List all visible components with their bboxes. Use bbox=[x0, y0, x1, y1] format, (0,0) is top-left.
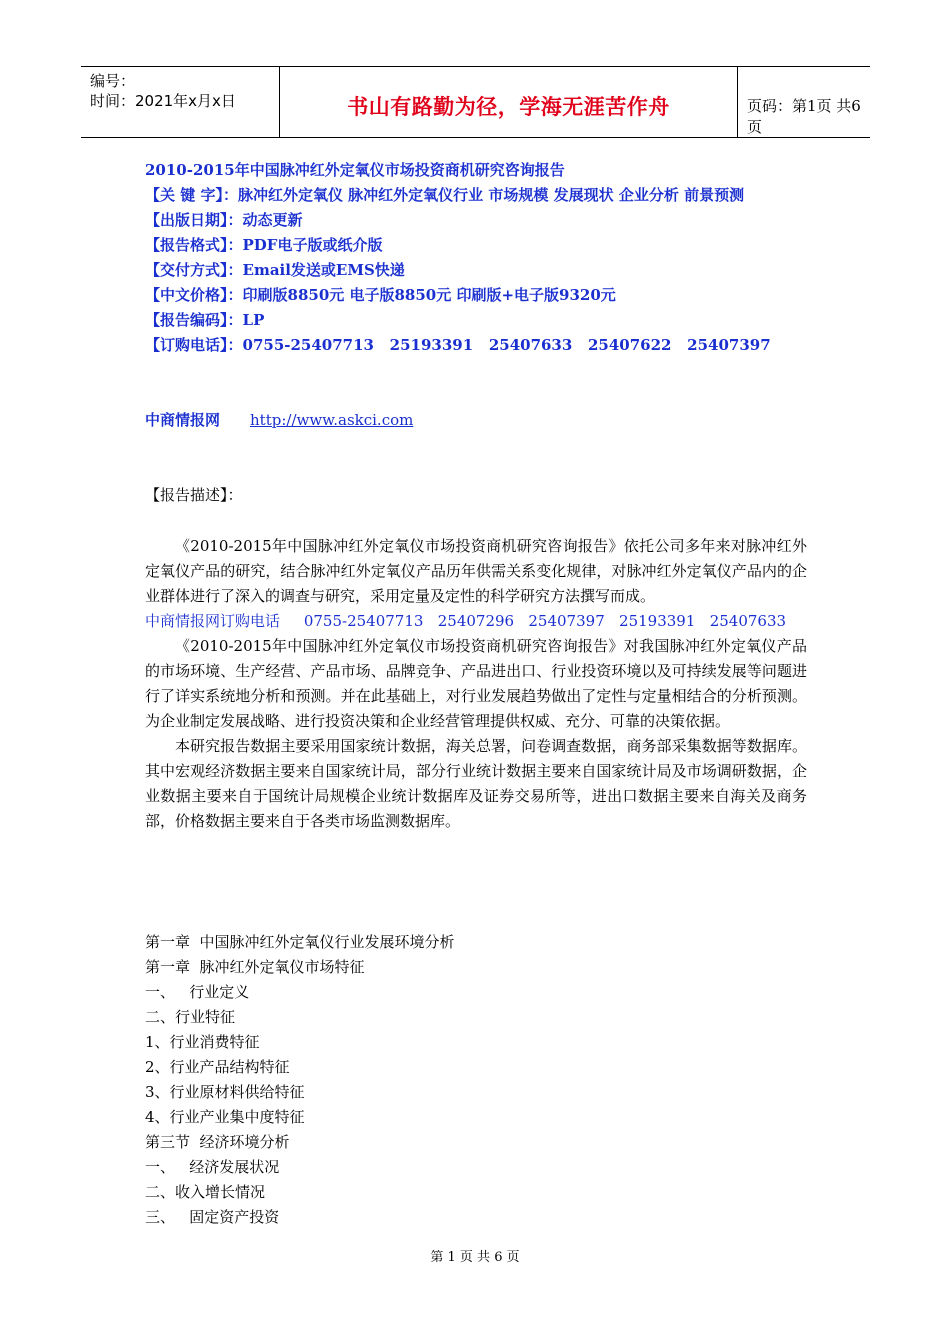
field-value: 动态更新 bbox=[242, 211, 303, 229]
field-value: 脉冲红外定氧仪 脉冲红外定氧仪行业 市场规模 发展现状 企业分析 前景预测 bbox=[237, 186, 745, 204]
field-label: 【中文价格】： bbox=[145, 286, 243, 304]
toc-item: 三、 固定资产投资 bbox=[145, 1208, 280, 1226]
toc-item: 第一章 中国脉冲红外定氧仪行业发展环境分析 bbox=[145, 933, 455, 951]
toc-item: 一、 经济发展状况 bbox=[145, 1158, 280, 1176]
field-publish-date bbox=[145, 208, 810, 233]
description-paragraph: 《2010-2015年中国脉冲红外定氧仪市场投资商机研究咨询报告》依托公司多年来对脉冲红外定氧仪产品的研究，结合脉冲红外定氧仪产品历年供需关系变化规律，对脉冲红外定氧仪产品内的企业群体进行了深入的调查与研究，采用定量及定性的科学研究方法撰写而成。 bbox=[145, 537, 807, 605]
description-paragraph: 本研究报告数据主要采用国家统计数据，海关总署，问卷调查数据，商务部采集数据等数据库。其中宏观经济数据主要来自国家统计局，部分行业统计数据主要来自国家统计局及市场调研数据，企业数据主要来自于国统计局规模企业统计数据库及证券交易所等，进出口数据主要来自海关及商务部，价格数据主要来自于各类市场监测数据库。 bbox=[145, 737, 807, 830]
toc-item: 第一章 脉冲红外定氧仪市场特征 bbox=[145, 958, 365, 976]
description-paragraph: 《2010-2015年中国脉冲红外定氧仪市场投资商机研究咨询报告》对我国脉冲红外定氧仪产品的市场环境、生产经营、产品市场、品牌竞争、产品进出口、行业投资环境以及可持续发展等问题进行了详实系统地分析和预测。并在此基础上，对行业发展趋势做出了定性与定量相结合的分析预测。为企业制定发展战略、进行投资决策和企业经营管理提供权威、充分、可靠的决策依据。 bbox=[145, 637, 807, 730]
toc-item: 3、行业原材料供给特征 bbox=[145, 1083, 305, 1101]
toc-item: 第三节 经济环境分析 bbox=[145, 1133, 290, 1151]
field-label: 【报告格式】： bbox=[145, 236, 243, 254]
field-code bbox=[145, 308, 810, 333]
header-page-number: 页码：第1页 共6页 bbox=[747, 97, 861, 136]
motto: 书山有路勤为径，学海无涯苦作舟 bbox=[347, 95, 670, 119]
toc-item: 二、收入增长情况 bbox=[145, 1183, 266, 1201]
field-keywords bbox=[145, 183, 810, 208]
page-header bbox=[81, 66, 870, 138]
page-footer: 第 1 页 共 6 页 bbox=[430, 1250, 520, 1265]
header-motto-cell bbox=[279, 67, 738, 137]
toc-item: 2、行业产品结构特征 bbox=[145, 1058, 290, 1076]
field-label: 【关 键 字】： bbox=[145, 186, 238, 204]
field-label: 【出版日期】： bbox=[145, 211, 243, 229]
toc-item: 二、行业特征 bbox=[145, 1008, 236, 1026]
field-label: 【订购电话】： bbox=[145, 336, 243, 354]
site-name: 中商情报网 bbox=[145, 411, 221, 429]
document-code: 编号： bbox=[90, 72, 136, 90]
field-value: LP bbox=[242, 311, 265, 329]
toc-item: 1、行业消费特征 bbox=[145, 1033, 260, 1051]
header-pager-cell bbox=[737, 67, 870, 137]
order-phone-line: 中商情报网订购电话 0755-25407713 25407296 25407397 25193391 25407633 bbox=[145, 612, 787, 630]
field-price bbox=[145, 283, 810, 308]
document-time: 时间：2021年x月x日 bbox=[90, 92, 236, 110]
field-order-phone bbox=[145, 333, 810, 358]
field-label: 【报告编码】： bbox=[145, 311, 243, 329]
field-value: 0755-25407713 25193391 25407633 25407622 25407397 bbox=[242, 336, 771, 354]
report-title: 2010-2015年中国脉冲红外定氧仪市场投资商机研究咨询报告 bbox=[145, 161, 565, 179]
toc-item: 一、 行业定义 bbox=[145, 983, 250, 1001]
field-format bbox=[145, 233, 810, 258]
site-line bbox=[145, 408, 413, 433]
site-link[interactable]: http://www.askci.com bbox=[250, 411, 414, 429]
field-delivery bbox=[145, 258, 810, 283]
field-label: 【交付方式】： bbox=[145, 261, 243, 279]
description-body bbox=[145, 534, 807, 834]
toc-item: 4、行业产业集中度特征 bbox=[145, 1108, 305, 1126]
field-value: 印刷版8850元 电子版8850元 印刷版+电子版9320元 bbox=[242, 286, 616, 304]
field-value: Email发送或EMS快递 bbox=[242, 261, 405, 279]
header-meta bbox=[81, 67, 279, 137]
field-value: PDF电子版或纸介版 bbox=[242, 236, 383, 254]
report-info bbox=[145, 158, 810, 358]
table-of-contents bbox=[145, 930, 455, 1230]
description-label: 【报告描述】： bbox=[145, 486, 243, 504]
